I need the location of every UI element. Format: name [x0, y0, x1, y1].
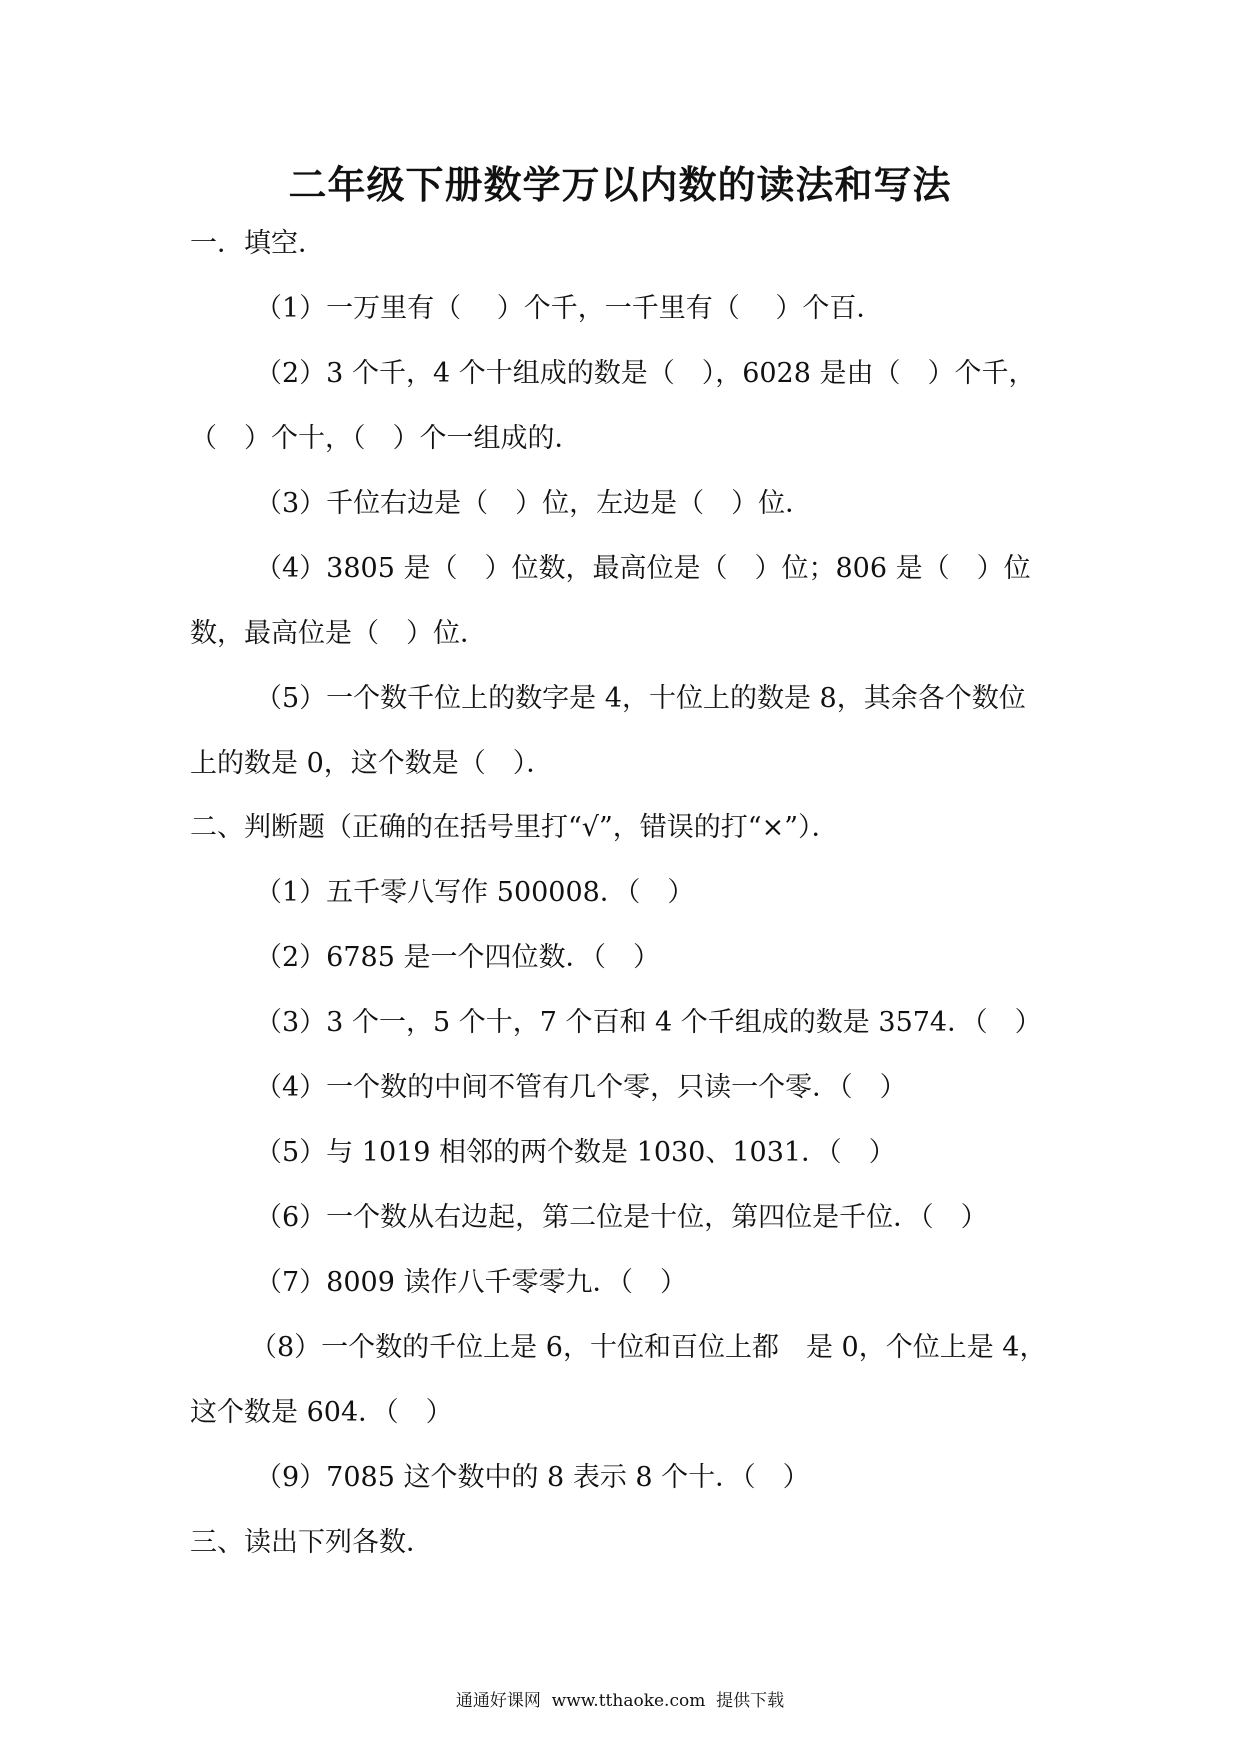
- judge-question-2: （2）6785 是一个四位数．（ ）: [255, 942, 660, 973]
- section-read-heading: 三、读出下列各数．: [190, 1527, 433, 1558]
- section-fill-heading: 一．填空．: [190, 228, 325, 259]
- judge-question-8-line-1: （8）一个数的千位上是 6，十位和百位上都 是 0，个位上是 4，: [250, 1332, 1047, 1363]
- judge-question-5: （5）与 1019 相邻的两个数是 1030、1031．（ ）: [255, 1137, 896, 1168]
- fill-question-4-line-1: （4）3805 是（ ）位数，最高位是（ ）位；806 是（ ）位: [255, 553, 1031, 584]
- fill-question-2-line-1: （2）3 个千，4 个十组成的数是（ ），6028 是由（ ）个千，: [255, 358, 1036, 389]
- judge-question-8-line-2: 这个数是 604．（ ）: [190, 1397, 453, 1428]
- judge-question-9: （9）7085 这个数中的 8 表示 8 个十．（ ）: [255, 1462, 810, 1493]
- judge-question-4: （4）一个数的中间不管有几个零，只读一个零．（ ）: [255, 1072, 907, 1103]
- page-title: 二年级下册数学万以内数的读法和写法: [288, 162, 952, 207]
- section-judge-heading: 二、判断题（正确的在括号里打“√”，错误的打“×”）．: [190, 812, 839, 843]
- footer-credit: 通通好课网 www.tthaoke.com 提供下载: [455, 1691, 785, 1711]
- fill-question-4-line-2: 数，最高位是（ ）位．: [190, 618, 487, 649]
- judge-question-7: （7）8009 读作八千零零九．（ ）: [255, 1267, 687, 1298]
- fill-question-3: （3）千位右边是（ ）位，左边是（ ）位．: [255, 488, 813, 519]
- judge-question-1: （1）五千零八写作 500008．（ ）: [255, 877, 695, 908]
- fill-question-1: （1）一万里有（ ）个千，一千里有（ ）个百．: [255, 293, 884, 324]
- judge-question-3: （3）3 个一，5 个十，7 个百和 4 个千组成的数是 3574．（ ）: [255, 1007, 1042, 1038]
- judge-question-6: （6）一个数从右边起，第二位是十位，第四位是千位．（ ）: [255, 1202, 988, 1233]
- fill-question-5-line-1: （5）一个数千位上的数字是 4，十位上的数是 8，其余各个数位: [255, 683, 1026, 714]
- fill-question-2-line-2: （ ）个十，（ ）个一组成的．: [190, 423, 582, 454]
- fill-question-5-line-2: 上的数是 0，这个数是（ ）．: [190, 748, 554, 779]
